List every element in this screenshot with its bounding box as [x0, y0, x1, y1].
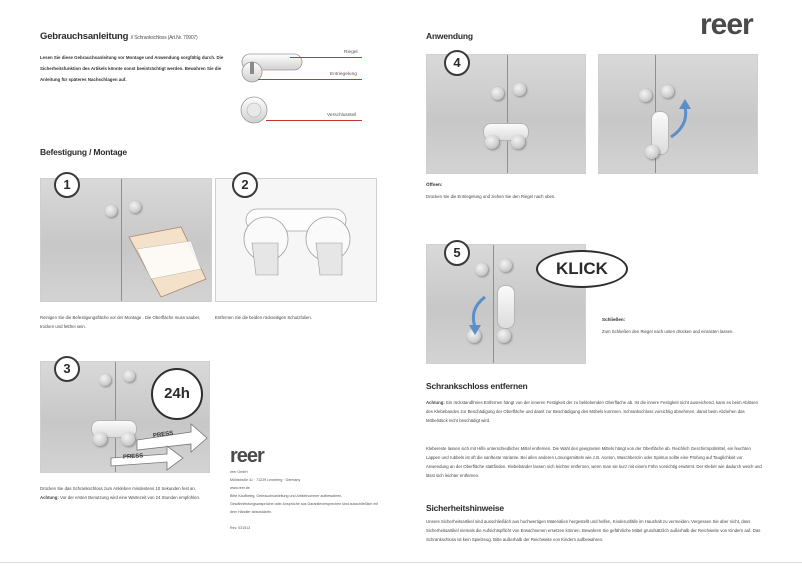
- step-2-number: 2: [232, 172, 258, 198]
- reer-logo: reer: [700, 8, 753, 41]
- press-label-2: PRESS: [122, 453, 144, 461]
- label-entriegelung: Entriegelung: [330, 72, 357, 77]
- step-3-text: Drücken Sie das Schrankschloss zum Ankleben mindestens 10 Sekunden fest an. Achtung: Vor der ersten Benutzung wird eine Wartezeit von 24 Stunden empfohlen.: [40, 486, 201, 500]
- close-text: Zum Schließen den Riegel nach unten drücken und einrasten lassen.: [602, 329, 734, 334]
- klick-bubble: KLICK: [536, 250, 628, 288]
- label-verschlussteil: Verschlussteil: [327, 113, 357, 118]
- company-block: reer GmbH Mühlstraße 41 · 71229 Leonberg · Germany www.reer.de Bitte Kaufbeleg, Gebrauchsanleitung und Artikelnummer aufbewahren. Gewährleistungsansprüche oder Ansprüche aus Garantieversprechen sind ausschließlich mit dem Händler abzuwickeln. Rev. 031513: [230, 470, 379, 530]
- step-4-image-b: [598, 54, 758, 174]
- step-2-text: Entfernen Sie die beiden rückseitigen Schutzfolien.: [215, 315, 312, 320]
- sicherheit-text: Unsere Sicherheitsartikel sind ausschließlich aus hochwertigen Materialien hergestellt und helfen, Kinderunfälle im Haushalt zu vermeiden. Vergessen Sie aber nicht, dass Sicherheitsartikel niemals die Aufsichtspflicht von Erwachsenen ersetzen können. Bewahren Sie gefährliche Mittel grundsätzlich außerhalb der Reichweite von Kindern auf. Das Schrankschloss ist kein Spielzeug. Bitte außerhalb der Reichweite von Kindern aufbewahren.: [426, 519, 761, 542]
- clock-24h-icon: 24h: [151, 368, 203, 420]
- product-parts-illustration: [232, 42, 362, 132]
- section-title-sicherheit: Sicherheitshinweise: [426, 503, 504, 513]
- section-title-montage: Befestigung / Montage: [40, 147, 127, 157]
- entfernen-paragraph-1: Achtung: Ein rückstandfreies Entfernen hängt von der inneren Festigkeit der zu beklebenden Oberfläche ab. Ist die innere Festigkeit nicht ausreichend, kann es beim Ablösen des Klebebandes zur Beschädigung der Oberfläche und damit zur Beschädigung des Möbels kommen. Schrankschloss vorsichtig abnehmen, damit beim Abziehen das Möbelstück nicht beschädigt wird.: [426, 400, 759, 423]
- page-title: Gebrauchsanleitung // Schrankschloss (Art.Nr. 70907): [40, 31, 198, 42]
- lock-illustration: [232, 42, 362, 132]
- step-5-number: 5: [444, 240, 470, 266]
- entriegelung-pointer: [258, 79, 362, 80]
- entfernen-paragraph-2: Klebereste lassen sich mit Hilfe unterschiedlicher Mittel entfernen. Die Wahl des geeigneten Mittels hängt von der Oberfläche ab. Reichlich Geschirrspülmittel, ein feuchten Lappen und rubbeln ist oft die sanfteste Variante. Bei allen anderen Lösungsmitteln wie z.B. Aceton, Waschbenzin oder Spiritus sollte eine Prüfung auf Tauglichkeit vor Anwendung an der Oberfläche stattfinden. Klebebänder lassen sich leichter entfernen, wenn man sie kurz mit einem Föhn vorsichtig erwärmt. Der Kleber wie dadurch weich und lässt sich leichter entfernen.: [426, 446, 762, 478]
- open-text: Drücken Sie die Entriegelung und ziehen Sie den Riegel nach oben.: [426, 194, 556, 199]
- step-4-number: 4: [444, 50, 470, 76]
- intro-text: Lesen Sie diese Gebrauchsanleitung vor Montage und Anwendung sorgfältig durch. Die Sicherheitsfunktion des Artikels könnte sonst beeinträchtigt werden. Bewahren Sie die Anleitung für späteres Nachschlagen auf.: [40, 55, 224, 82]
- section-title-entfernen: Schrankschloss entfernen: [426, 381, 528, 391]
- section-title-anwendung: Anwendung: [426, 31, 473, 41]
- step-3-number: 3: [54, 356, 80, 382]
- press-label-1: PRESS: [152, 430, 174, 440]
- riegel-pointer: [290, 57, 362, 58]
- bottom-divider: [0, 562, 802, 563]
- reer-logo-small: reer: [230, 445, 264, 467]
- close-title: Schließen:: [602, 317, 626, 322]
- verschlussteil-pointer: [266, 120, 362, 121]
- label-riegel: Riegel: [344, 50, 358, 55]
- step-1-text: Reinigen Sie die Befestigungsfläche vor der Montage . Die Oberfläche muss sauber, trocken und fettfrei sein.: [40, 315, 201, 329]
- open-arrow-icon: [599, 55, 757, 173]
- open-title: Öffnen:: [426, 182, 443, 187]
- step-1-number: 1: [54, 172, 80, 198]
